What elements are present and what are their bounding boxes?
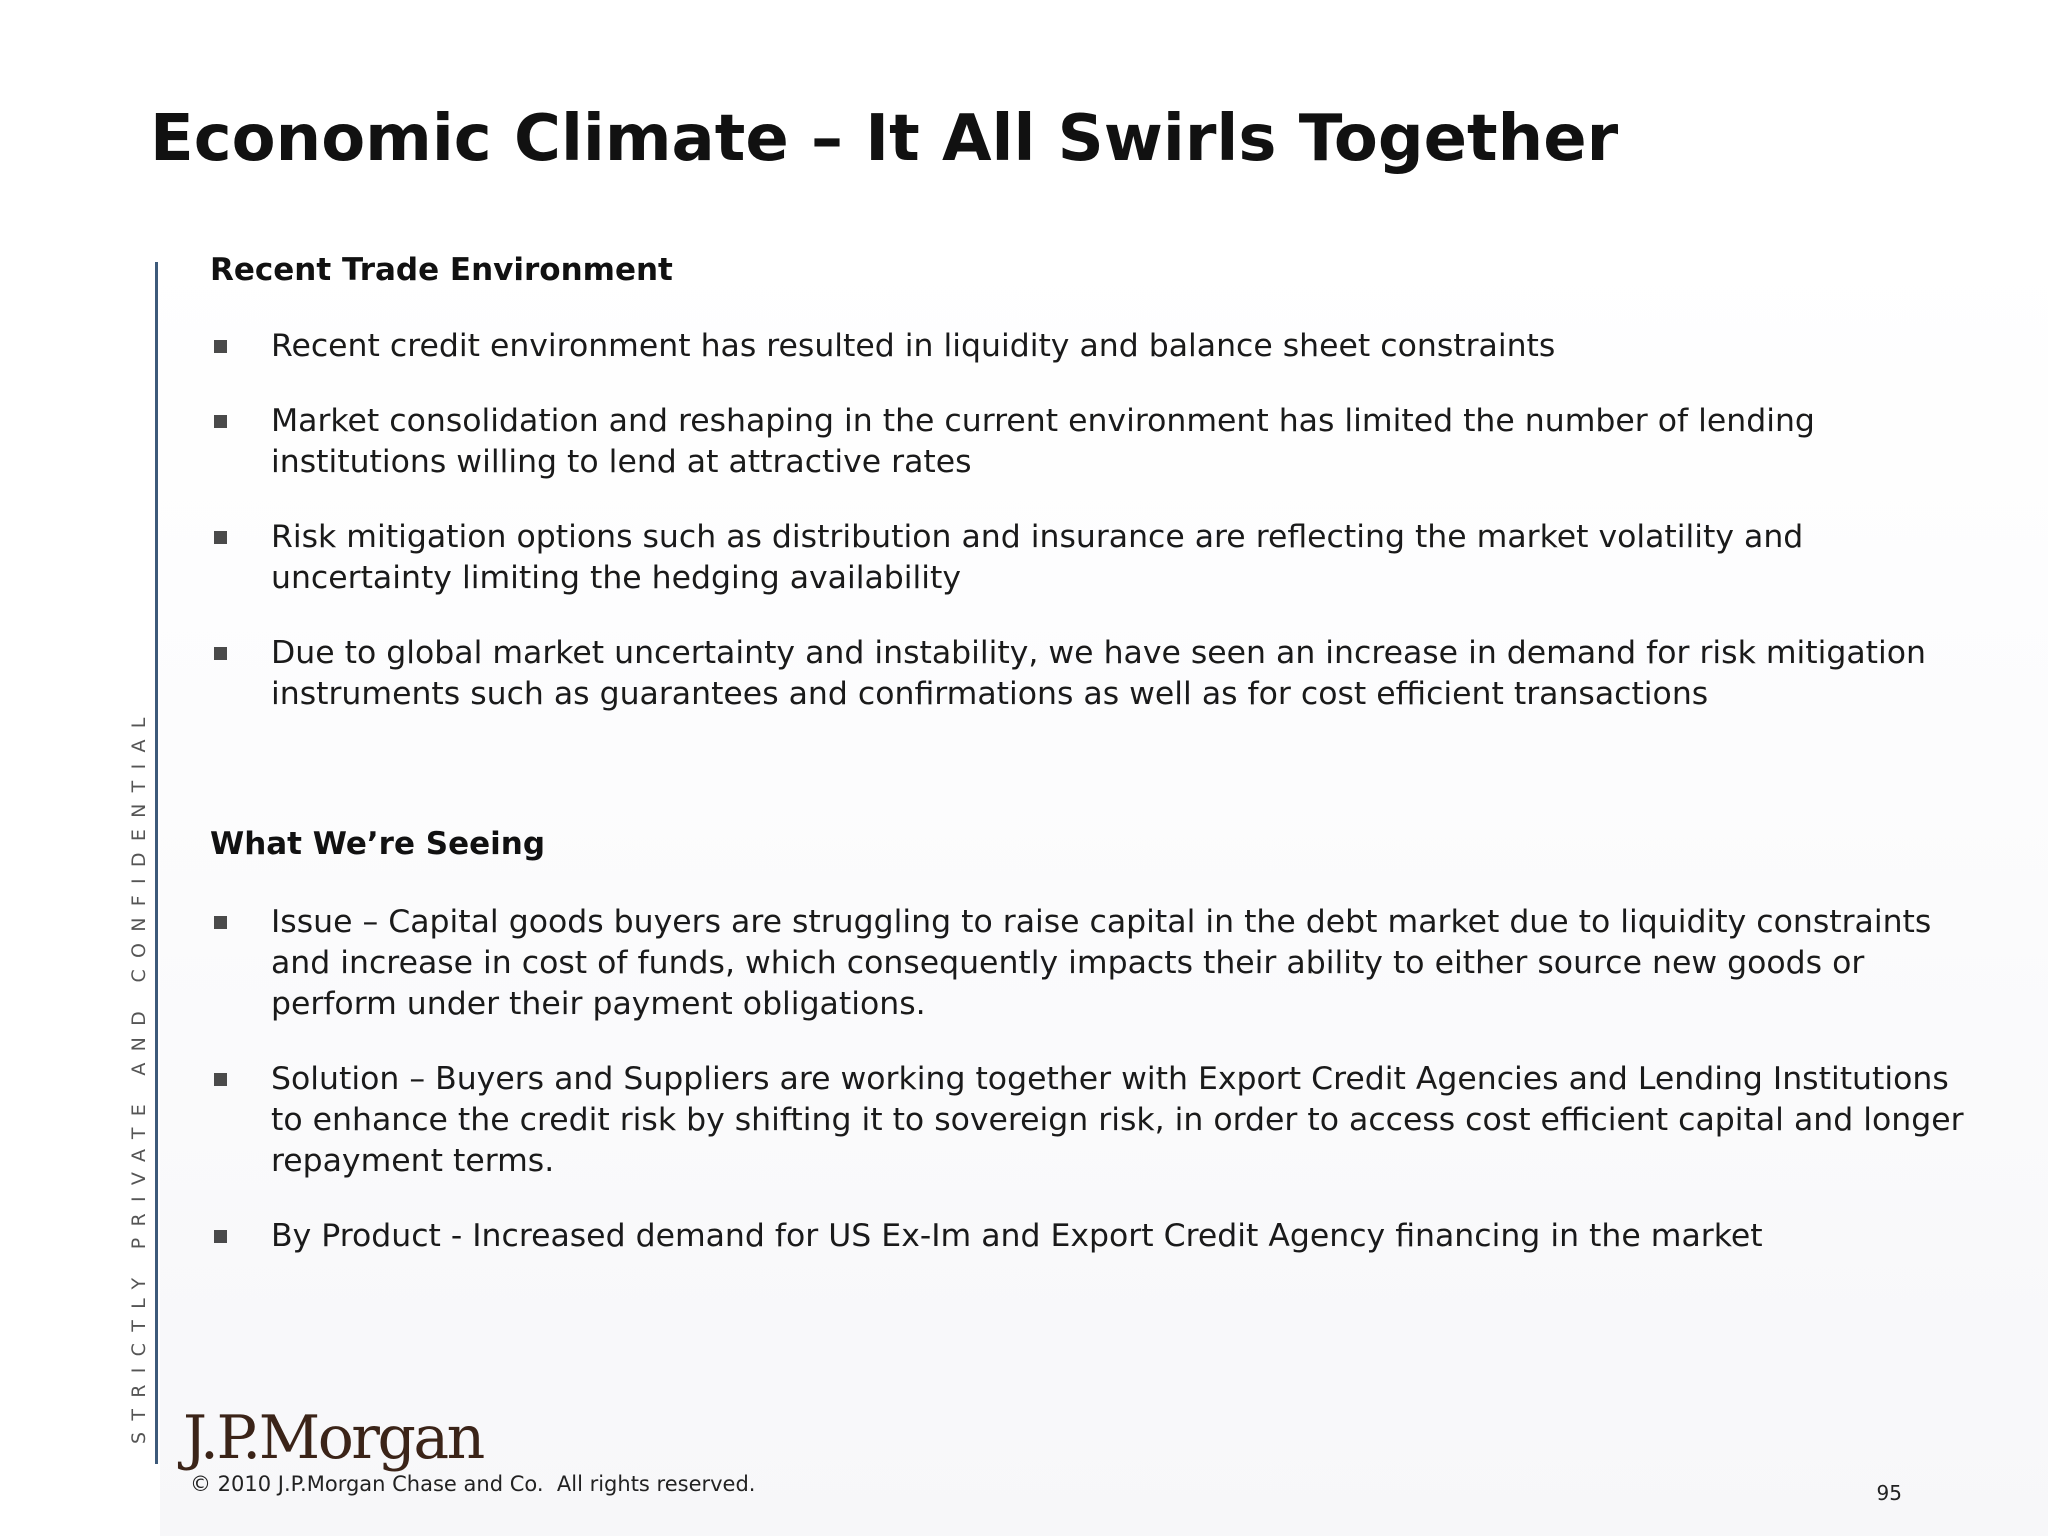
bullet-item — [210, 517, 1970, 599]
square-bullet-icon — [214, 340, 227, 353]
page-number: 95 — [1876, 1481, 1902, 1505]
bullet-item — [210, 633, 1970, 715]
bullet-text: Recent credit environment has resulted in liquidity and balance sheet constraints — [271, 328, 1556, 364]
jpmorgan-logo: J.P.Morgan — [183, 1403, 483, 1473]
bullet-list-what-were-seeing — [210, 902, 1970, 1291]
accent-rule — [155, 262, 158, 1464]
copyright-notice: © 2010 J.P.Morgan Chase and Co. All rights reserved. — [190, 1472, 756, 1496]
square-bullet-icon — [214, 916, 227, 929]
square-bullet-icon — [214, 647, 227, 660]
bullet-text: Issue – Capital goods buyers are struggling to raise capital in the debt market due to liquidity constraints and increase in cost of funds, which consequently impacts their ability to either source new goods or perform under their payment obligations. — [271, 904, 1932, 1022]
bullet-item — [210, 1059, 1970, 1182]
bullet-item — [210, 401, 1970, 483]
square-bullet-icon — [214, 415, 227, 428]
bullet-item — [210, 902, 1970, 1025]
bullet-text: Risk mitigation options such as distribution and insurance are reflecting the market volatility and uncertainty limiting the hedging availability — [271, 519, 1804, 596]
square-bullet-icon — [214, 531, 227, 544]
bullet-item — [210, 326, 1970, 367]
bullet-text: Solution – Buyers and Suppliers are working together with Export Credit Agencies and Lending Institutions to enhance the credit risk by shifting it to sovereign risk, in order to access cost efficient capital and longer repayment terms. — [271, 1061, 1964, 1179]
slide-title: Economic Climate – It All Swirls Together — [150, 102, 1619, 176]
bullet-list-recent-trade-environment — [210, 326, 1970, 749]
square-bullet-icon — [214, 1230, 227, 1243]
confidentiality-label: STRICTLY PRIVATE AND CONFIDENTIAL — [128, 706, 150, 1444]
bullet-text: Market consolidation and reshaping in the current environment has limited the number of lending institutions willing to lend at attractive rates — [271, 403, 1815, 480]
square-bullet-icon — [214, 1073, 227, 1086]
bullet-text: By Product - Increased demand for US Ex-Im and Export Credit Agency financing in the market — [271, 1218, 1763, 1254]
section-heading-recent-trade-environment: Recent Trade Environment — [210, 252, 673, 288]
section-heading-what-were-seeing: What We’re Seeing — [210, 826, 546, 862]
bullet-text: Due to global market uncertainty and instability, we have seen an increase in demand for risk mitigation instruments such as guarantees and confirmations as well as for cost efficient transactions — [271, 635, 1927, 712]
bullet-item — [210, 1216, 1970, 1257]
